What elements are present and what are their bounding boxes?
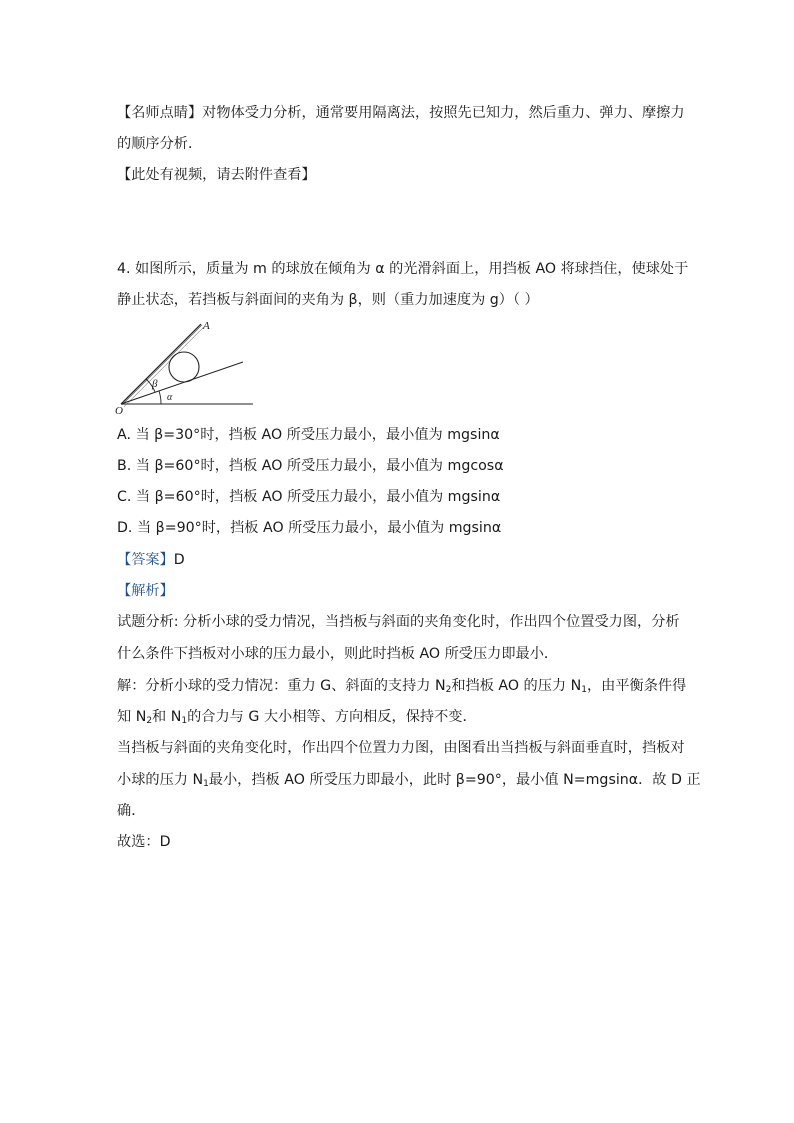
analysis-conclusion: 故选：D bbox=[117, 834, 171, 850]
label-alpha: α bbox=[167, 392, 173, 403]
analysis-p2-line2 bbox=[117, 707, 477, 727]
note-text-1: 对物体受力分析，通常要用隔离法，按照先已知力，然后重力、弹力、摩擦力 bbox=[202, 105, 685, 121]
p2-text-b: 和挡板 AO 的压力 N bbox=[451, 678, 582, 694]
incline-diagram bbox=[115, 318, 260, 418]
analysis-label: 【解析】 bbox=[117, 583, 174, 599]
answer-label: 【答案】 bbox=[117, 552, 174, 568]
p2l2-text-a: 知 N bbox=[117, 709, 147, 725]
p3-text-b: 最小，挡板 AO 所受压力即最小，此时 β=90°，最小值 N=mgsinα．故 D 正 bbox=[208, 772, 701, 788]
p2-sub-1: 2 bbox=[445, 685, 452, 695]
p2l2-text-c: 的合力与 G 大小相等、方向相反，保持不变． bbox=[187, 709, 477, 725]
p2l2-text-b: 和 N bbox=[152, 709, 182, 725]
ball bbox=[169, 352, 199, 382]
option-b: B. 当 β=60°时，挡板 AO 所受压力最小，最小值为 mgcosα bbox=[117, 458, 504, 474]
p2-text-a: 解：分析小球的受力情况：重力 G、斜面的支持力 N bbox=[117, 678, 446, 694]
alpha-arc bbox=[159, 391, 161, 404]
analysis-p1-line2: 什么条件下挡板对小球的压力最小，则此时挡板 AO 所受压力即最小． bbox=[117, 646, 559, 662]
question-line-1: 4. 如图所示，质量为 m 的球放在倾角为 α 的光滑斜面上，用挡板 AO 将球挡住，使球处于 bbox=[117, 261, 689, 277]
analysis-p3-line3: 确． bbox=[117, 803, 146, 819]
incline-line bbox=[121, 362, 243, 404]
p2l2-sub-2: 1 bbox=[181, 716, 188, 726]
answer-value: D bbox=[173, 552, 185, 568]
p2l2-sub-1: 2 bbox=[146, 716, 153, 726]
p2-text-c: ，由平衡条件得 bbox=[586, 678, 687, 694]
option-d: D. 当 β=90°时，挡板 AO 所受压力最小，最小值为 mgsinα bbox=[117, 520, 502, 536]
p3-sub: 1 bbox=[203, 779, 209, 789]
board-hatch bbox=[121, 324, 204, 407]
video-note: 【此处有视频，请去附件查看】 bbox=[117, 167, 316, 183]
option-a: A. 当 β=30°时，挡板 AO 所受压力最小，最小值为 mgsinα bbox=[117, 427, 500, 443]
p2-sub-2: 1 bbox=[581, 685, 587, 695]
note-line-2: 的顺序分析． bbox=[117, 136, 203, 152]
label-beta: β bbox=[152, 378, 158, 390]
note-line-1 bbox=[117, 103, 685, 123]
board-ao bbox=[121, 324, 201, 404]
analysis-p3-line2 bbox=[117, 770, 701, 790]
answer-line bbox=[117, 550, 185, 570]
option-c: C. 当 β=60°时，挡板 AO 所受压力最小，最小值为 mgsinα bbox=[117, 489, 501, 505]
p3-text-a: 小球的压力 N bbox=[117, 772, 204, 788]
note-label: 【名师点睛】 bbox=[117, 105, 203, 121]
analysis-p2-line1 bbox=[117, 676, 686, 696]
label-a: A bbox=[203, 320, 210, 332]
question-line-2: 静止状态，若挡板与斜面间的夹角为 β，则（重力加速度为 g）（ ） bbox=[117, 292, 539, 308]
analysis-p3-line1: 当挡板与斜面的夹角变化时，作出四个位置力力图，由图看出当挡板与斜面垂直时，挡板对 bbox=[117, 740, 685, 756]
analysis-p1-line1: 试题分析: 分析小球的受力情况，当挡板与斜面的夹角变化时，作出四个位置受力图，分析 bbox=[117, 614, 680, 630]
label-o: O bbox=[115, 405, 123, 417]
